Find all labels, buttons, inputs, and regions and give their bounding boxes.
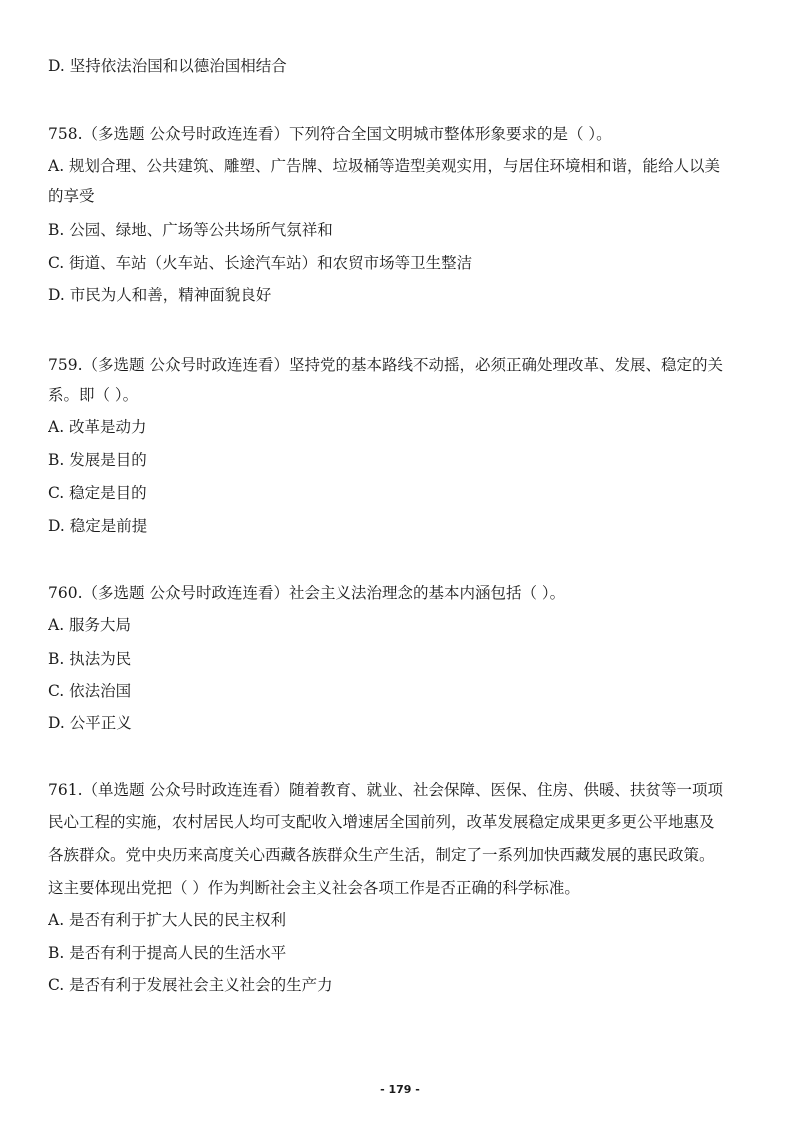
q757-option-d: D. 坚持依法治国和以德治国相结合	[48, 57, 287, 75]
page-number: - 179 -	[380, 1083, 420, 1096]
q760-option-b: B. 执法为民	[48, 650, 132, 668]
q759-option-a: A. 改革是动力	[48, 418, 147, 436]
q759-option-d: D. 稳定是前提	[48, 517, 148, 535]
q758-stem-line-1: 758.（多选题 公众号时政连连看）下列符合全国文明城市整体形象要求的是（ ）。	[48, 125, 612, 143]
q760-stem-line-1: 760.（多选题 公众号时政连连看）社会主义法治理念的基本内涵包括（ ）。	[48, 584, 566, 602]
q759-option-b: B. 发展是目的	[48, 451, 147, 469]
q758-option-a-cont: 的享受	[48, 187, 95, 205]
q759-stem-line-1: 759.（多选题 公众号时政连连看）坚持党的基本路线不动摇，必须正确处理改革、发展、稳定的关	[48, 356, 723, 374]
q760-option-d: D. 公平正义	[48, 714, 132, 732]
q761-option-c: C. 是否有利于发展社会主义社会的生产力	[48, 976, 333, 994]
q758-option-d: D. 市民为人和善，精神面貌良好	[48, 286, 272, 304]
q761-stem-line-1: 761.（单选题 公众号时政连连看）随着教育、就业、社会保障、医保、住房、供暖、扶贫等一项项	[48, 781, 723, 799]
q759-stem-line-2: 系。即（ ）。	[48, 386, 139, 404]
q761-stem-line-2: 民心工程的实施，农村居民人均可支配收入增速居全国前列，改革发展稳定成果更多更公平地惠及	[48, 813, 715, 831]
q761-stem-line-4: 这主要体现出党把（ ）作为判断社会主义社会各项工作是否正确的科学标准。	[48, 879, 580, 897]
q761-stem-line-3: 各族群众。党中央历来高度关心西藏各族群众生产生活，制定了一系列加快西藏发展的惠民政策。	[48, 846, 715, 864]
q761-option-a: A. 是否有利于扩大人民的民主权利	[48, 911, 287, 929]
q758-option-c: C. 街道、车站（火车站、长途汽车站）和农贸市场等卫生整洁	[48, 254, 473, 272]
q761-option-b: B. 是否有利于提高人民的生活水平	[48, 944, 287, 962]
q760-option-c: C. 依法治国	[48, 682, 132, 700]
q760-option-a: A. 服务大局	[48, 616, 132, 634]
q758-option-a: A. 规划合理、公共建筑、雕塑、广告牌、垃圾桶等造型美观实用，与居住环境相和谐，能给人以美	[48, 157, 721, 175]
q759-option-c: C. 稳定是目的	[48, 484, 147, 502]
q758-option-b: B. 公园、绿地、广场等公共场所气氛祥和	[48, 221, 333, 239]
